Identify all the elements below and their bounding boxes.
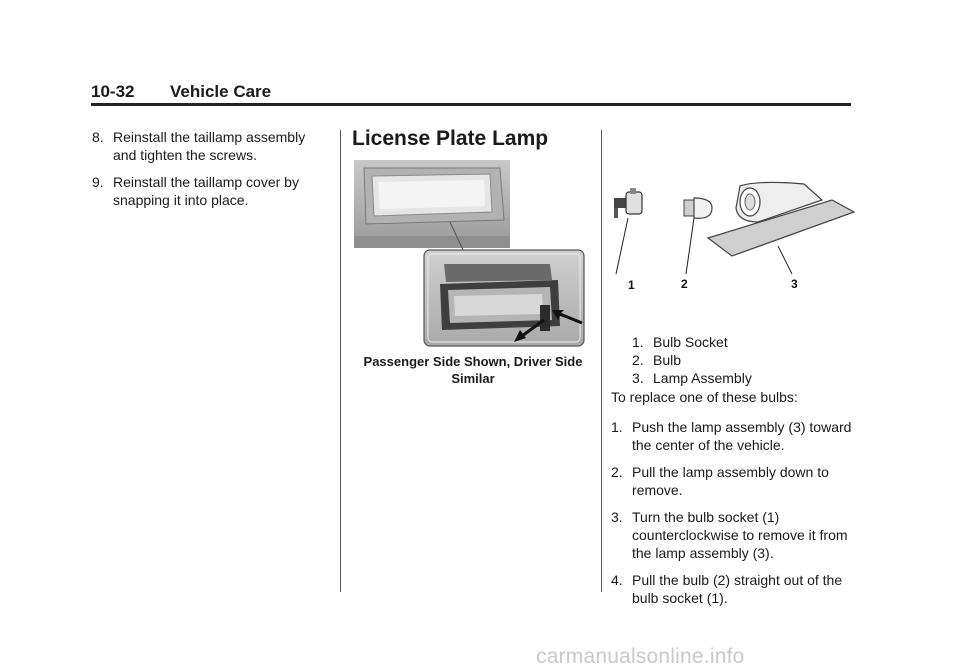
bulb-diagram	[608, 178, 858, 298]
part-number: 2.	[632, 352, 644, 368]
column-divider	[340, 130, 341, 592]
list-item	[92, 128, 332, 164]
left-steps-list	[92, 128, 332, 218]
list-item	[611, 571, 856, 607]
step-number: 9.	[92, 174, 104, 190]
list-item	[632, 351, 752, 369]
section-title: Vehicle Care	[170, 82, 272, 101]
step-number: 4.	[611, 572, 623, 588]
column-divider	[601, 130, 602, 592]
part-name: Bulb	[653, 352, 682, 368]
callout-2: 2	[681, 277, 688, 291]
callout-3: 3	[791, 277, 798, 291]
step-number: 1.	[611, 419, 623, 435]
bulb-drawing	[684, 198, 712, 218]
step-text: Reinstall the taillamp assembly and tighten the screws.	[113, 129, 306, 163]
step-text: Pull the lamp assembly down to remove.	[632, 464, 829, 498]
license-plate-lamp-illustration	[354, 160, 588, 350]
part-name: Bulb Socket	[653, 334, 728, 350]
part-name: Lamp Assembly	[653, 370, 752, 386]
step-text: Push the lamp assembly (3) toward the center of the vehicle.	[632, 419, 852, 453]
list-item	[611, 508, 856, 562]
step-text: Reinstall the taillamp cover by snapping it into place.	[113, 174, 299, 208]
part-number: 3.	[632, 370, 644, 386]
step-number: 2.	[611, 464, 623, 480]
step-text: Turn the bulb socket (1) counterclockwise to remove it from the lamp assembly (3).	[632, 509, 848, 561]
right-steps-list	[611, 418, 856, 616]
step-number: 3.	[611, 509, 623, 525]
step-text: Pull the bulb (2) straight out of the bulb socket (1).	[632, 572, 843, 606]
watermark: carmanualsonline.info	[536, 645, 745, 668]
bulb-socket-drawing	[614, 188, 642, 218]
list-item	[611, 463, 856, 499]
license-plate-lamp-heading: License Plate Lamp	[352, 127, 549, 150]
header-rule	[91, 103, 851, 106]
figure-caption: Passenger Side Shown, Driver Side Similar	[363, 354, 583, 386]
list-item	[611, 418, 856, 454]
list-item	[632, 333, 752, 351]
lamp-assembly-drawing	[708, 182, 854, 256]
page-number: 10-32	[91, 82, 135, 101]
instructions-intro: To replace one of these bulbs:	[611, 389, 798, 405]
callout-1: 1	[628, 278, 635, 292]
list-item	[92, 173, 332, 209]
list-item	[632, 369, 752, 387]
step-number: 8.	[92, 129, 104, 145]
part-number: 1.	[632, 334, 644, 350]
parts-list	[632, 333, 752, 387]
